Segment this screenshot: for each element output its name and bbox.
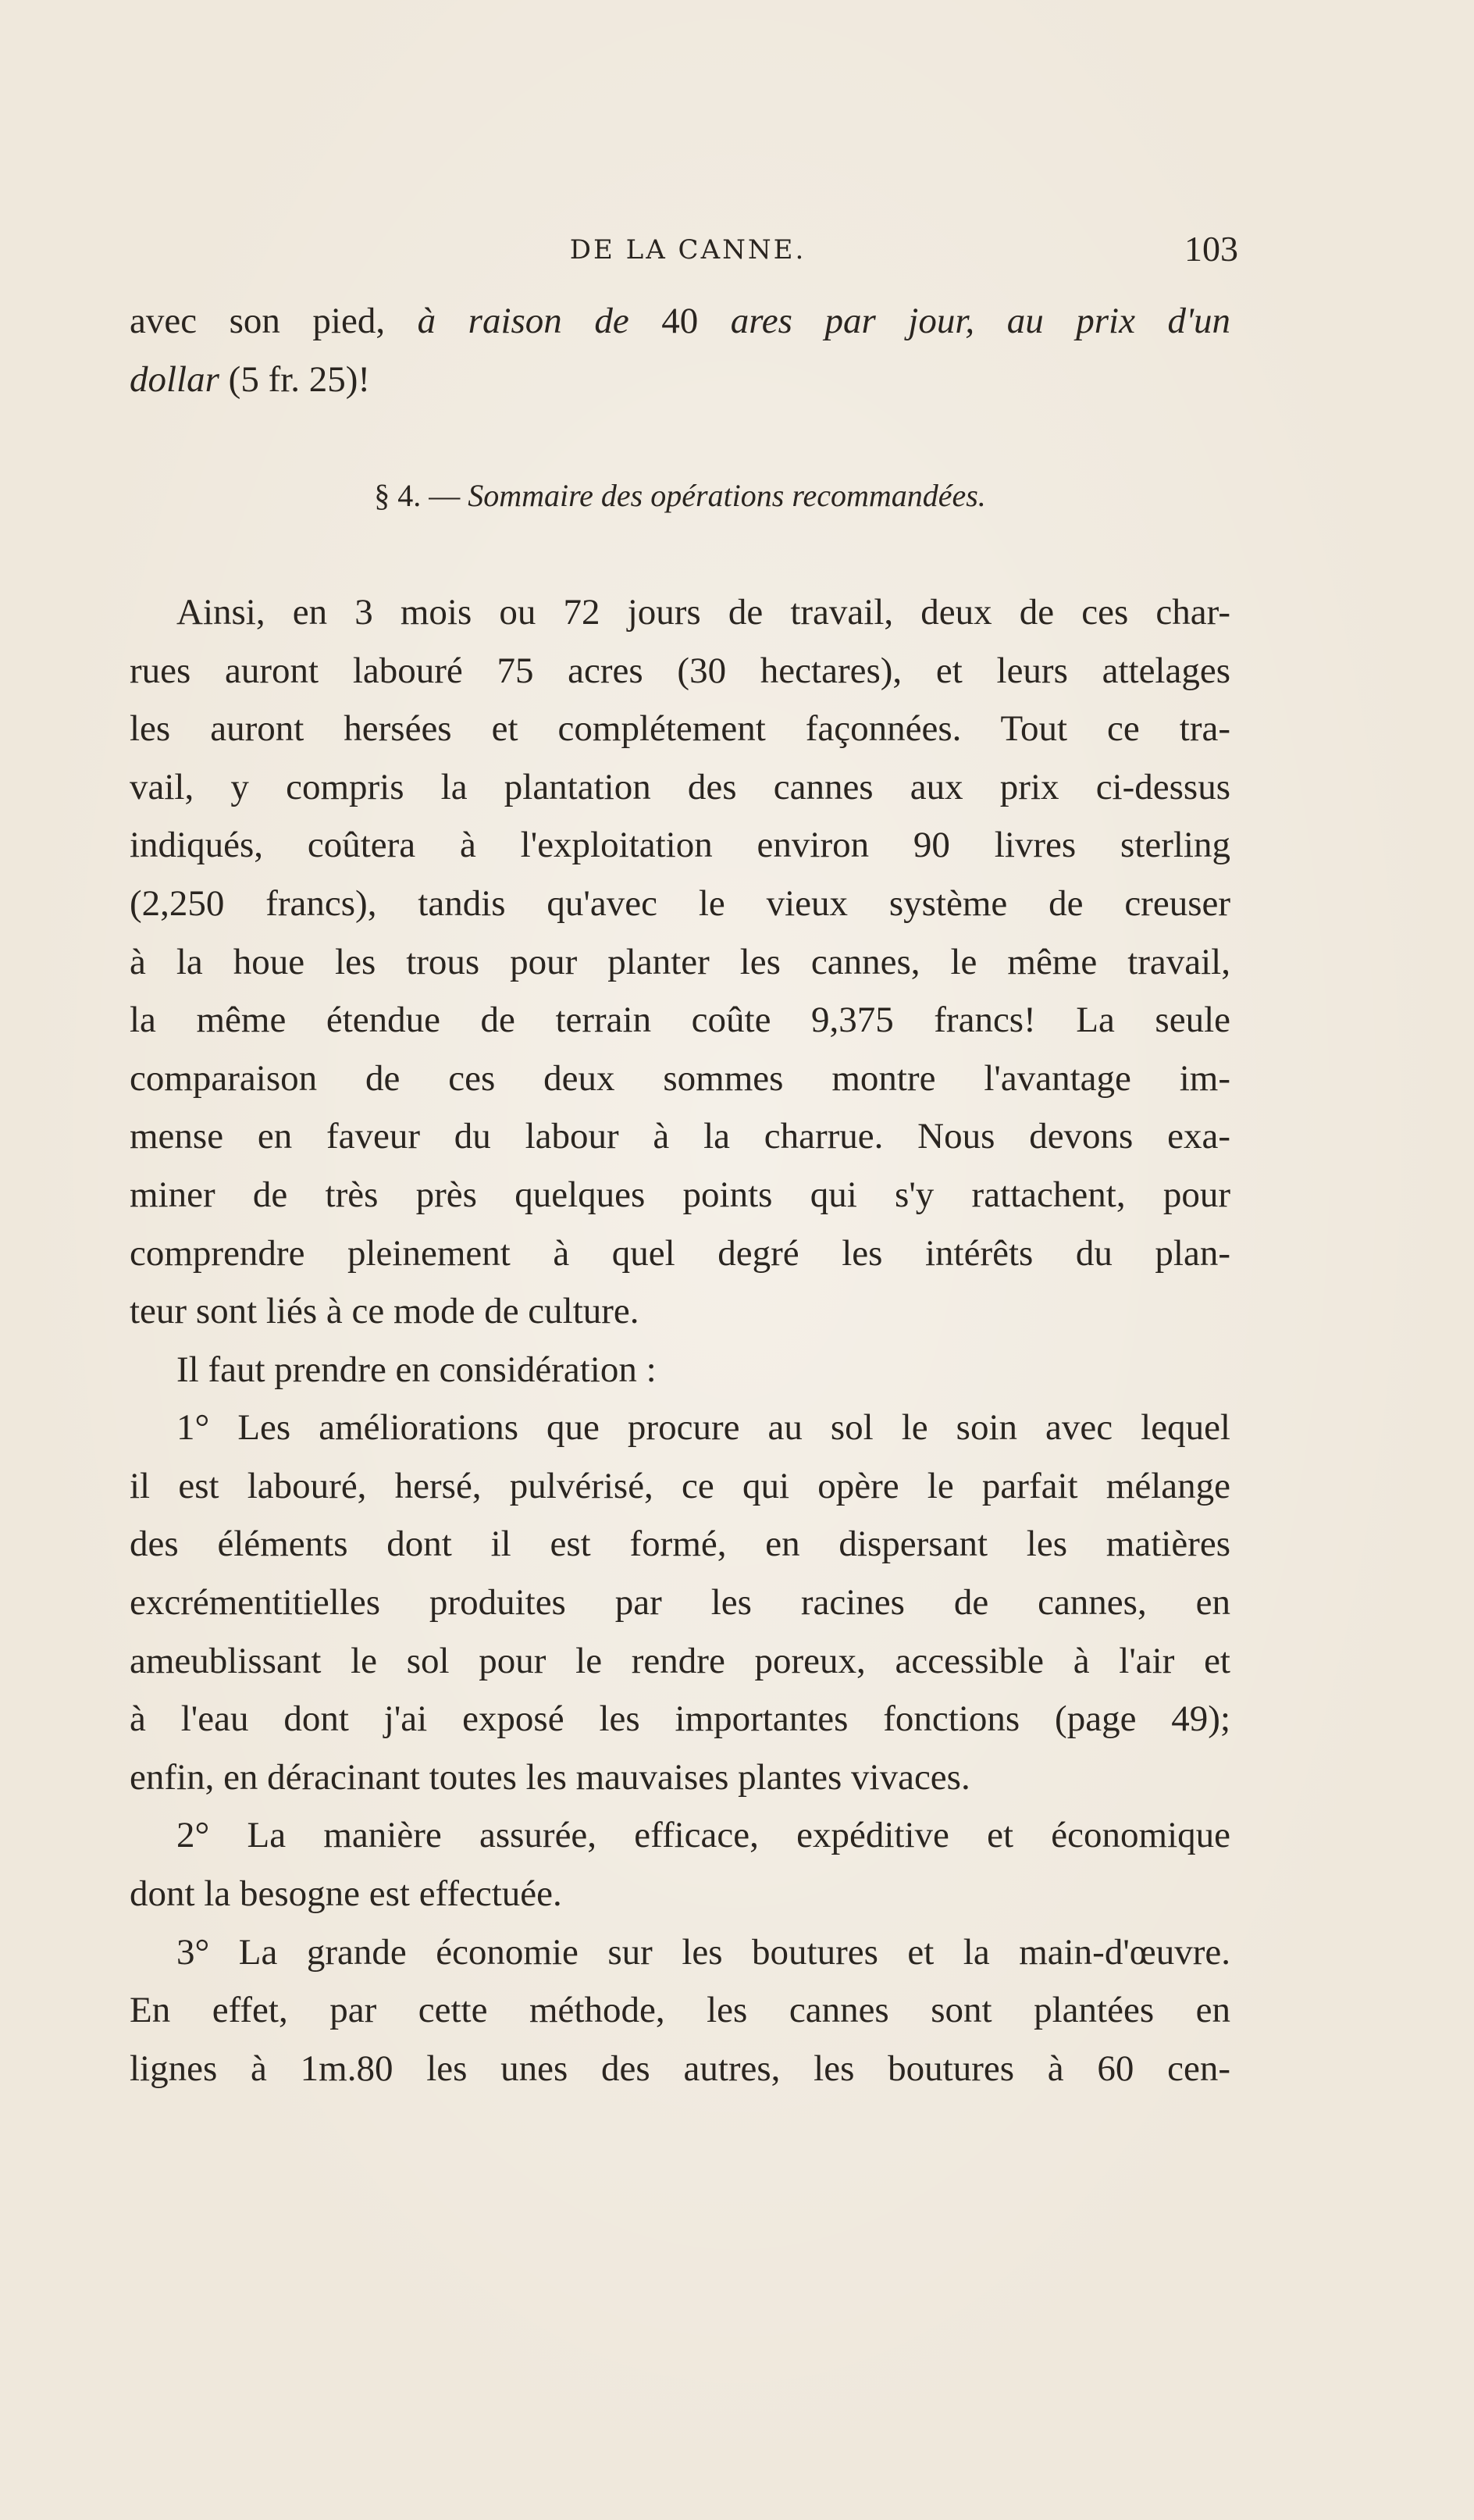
section-title: § 4. — Sommaire des opérations recommandées.	[374, 477, 986, 513]
text-line: 1° Les améliorations que procure au sol le soin avec lequel	[176, 1407, 1230, 1449]
text-line: mense en faveur du labour à la charrue. Nous devons exa-	[130, 1116, 1230, 1157]
spacer	[130, 408, 1230, 467]
text-line: dollar (5 fr. 25)!	[130, 358, 371, 400]
paragraph-1	[130, 583, 1230, 1341]
text-line: Ainsi, en 3 mois ou 72 jours de travail, deux de ces char-	[176, 591, 1230, 633]
text-line: 3° La grande économie sur les boutures et la main-d'œuvre.	[176, 1931, 1230, 1973]
text-line: miner de très près quelques points qui s'y rattachent, pour	[130, 1174, 1230, 1215]
text-line: les auront hersées et complétement façonnées. Tout ce tra-	[130, 708, 1230, 750]
text-line: En effet, par cette méthode, les cannes sont plantées en	[130, 1990, 1230, 2031]
text-line: comprendre pleinement à quel degré les intérêts du plan-	[130, 1232, 1230, 1274]
text-line: avec son pied, à raison de 40 ares par jour, au prix d'un	[130, 301, 1231, 341]
text-line: teur sont liés à ce mode de culture.	[130, 1291, 639, 1332]
text-line: dont la besogne est effectuée.	[130, 1873, 562, 1915]
text-line: la même étendue de terrain coûte 9,375 francs! La seule	[130, 1000, 1230, 1041]
text-line: comparaison de ces deux sommes montre l'avantage im-	[130, 1057, 1230, 1099]
page-header	[130, 228, 1246, 275]
spacer	[130, 525, 1230, 583]
paragraph-4	[130, 1806, 1230, 1923]
text-line: il est labouré, hersé, pulvérisé, ce qui opère le parfait mélange	[130, 1465, 1230, 1506]
text-line: indiqués, coûtera à l'exploitation environ 90 livres sterling	[130, 825, 1230, 866]
paragraph-5	[130, 1923, 1230, 2098]
page-number: 103	[1184, 229, 1238, 269]
text-line: (2,250 francs), tandis qu'avec le vieux système de creuser	[130, 882, 1230, 924]
text-line: ameublissant le sol pour le rendre poreux, accessible à l'air et	[130, 1640, 1230, 1681]
paragraph-3	[130, 1399, 1230, 1806]
text-line: enfin, en déracinant toutes les mauvaises plantes vivaces.	[130, 1756, 970, 1798]
text-block	[130, 292, 1230, 2098]
text-line: 2° La manière assurée, efficace, expéditive et économique	[176, 1815, 1230, 1856]
text-line: à l'eau dont j'ai exposé les importantes fonctions (page 49);	[130, 1698, 1230, 1740]
text-line: excrémentitielles produites par les racines de cannes, en	[130, 1582, 1230, 1624]
paragraph-2	[130, 1341, 1230, 1399]
text-line: à la houe les trous pour planter les cannes, le même travail,	[130, 941, 1230, 982]
running-head: DE LA CANNE.	[569, 234, 806, 266]
text-line: vail, y compris la plantation des cannes aux prix ci-dessus	[130, 766, 1230, 807]
text-line: des éléments dont il est formé, en dispersant les matières	[130, 1524, 1230, 1565]
text-line: rues auront labouré 75 acres (30 hectares), et leurs attelages	[130, 650, 1230, 691]
text-line: Il faut prendre en considération :	[176, 1349, 657, 1390]
text-line: lignes à 1m.80 les unes des autres, les boutures à 60 cen-	[130, 2048, 1230, 2089]
